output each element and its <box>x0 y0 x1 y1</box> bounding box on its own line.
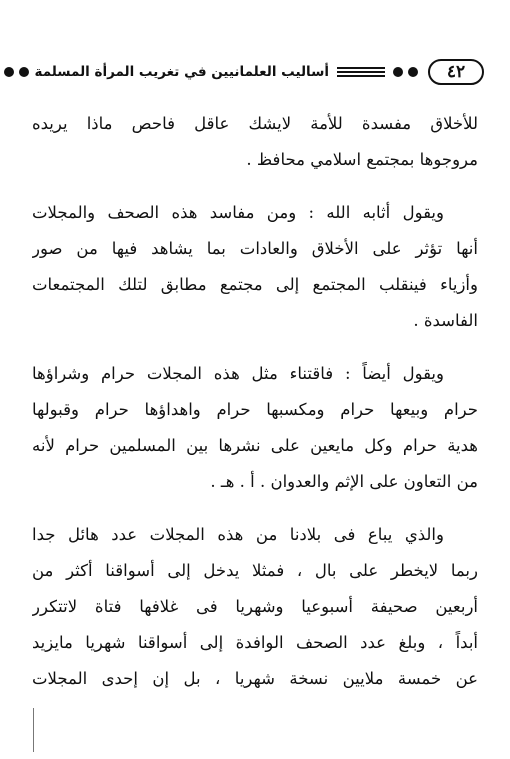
margin-rule <box>33 708 34 752</box>
text-line: أربعين صحيفة أسبوعيا وشهريا فى غلافها فتاة لاتتكرر <box>32 597 478 616</box>
text-line: هدية حرام وكل مايعين على نشرها بين المسلمين حرام لأنه <box>32 436 478 455</box>
text-line: ويقول أثابه الله : ومن مفاسد هذه الصحف والمجلات <box>32 203 444 222</box>
paragraph-2 <box>32 195 478 339</box>
header-ornament-dot <box>4 67 14 77</box>
text-line: من التعاون على الإثم والعدوان . أ . هـ . <box>210 472 478 491</box>
header-ornament-dot <box>393 67 403 77</box>
text-line: مروجوها بمجتمع اسلامي محافظ . <box>246 150 478 169</box>
text-line: أنها تؤثر على الأخلاق والعادات بما يشاهد فيها من صور <box>32 239 478 258</box>
paragraph-1 <box>32 106 478 178</box>
text-line: ربما لايخطر على بال ، فمثلا يدخل إلى أسواقنا أكثر من <box>32 561 478 580</box>
header-ornament-dot <box>19 67 29 77</box>
header-ornament-dot <box>408 67 418 77</box>
text-line: أبداً ، وبلغ عدد الصحف الوافدة إلى أسواقنا شهريا مايزيد <box>32 633 478 652</box>
running-header <box>26 56 484 88</box>
paragraph-4 <box>32 517 478 697</box>
text-line: وأزياء فينقلب المجتمع إلى مجتمع مطابق لتلك المجتمعات <box>32 275 478 294</box>
text-line: ويقول أيضاً : فاقتناء مثل هذه المجلات حرام وشراؤها <box>32 364 444 383</box>
body-text <box>32 106 478 714</box>
page-number: ٤٢ <box>428 59 484 85</box>
text-line: للأخلاق مفسدة للأمة لايشك عاقل فاحص ماذا يريده <box>32 114 478 133</box>
text-line: عن خمسة ملايين نسخة شهريا ، بل إن إحدى المجلات <box>32 669 478 688</box>
text-line: حرام وبيعها حرام ومكسبها حرام واهداؤها حرام وقبولها <box>32 400 478 419</box>
header-ornament-rule <box>337 67 385 77</box>
running-title: أساليب العلمانيين في تغريب المرأة المسلمة <box>34 64 329 80</box>
paragraph-3 <box>32 356 478 500</box>
text-line: الفاسدة . <box>413 311 478 330</box>
text-line: والذي يباع فى بلادنا من هذه المجلات عدد هائل جدا <box>32 525 444 544</box>
